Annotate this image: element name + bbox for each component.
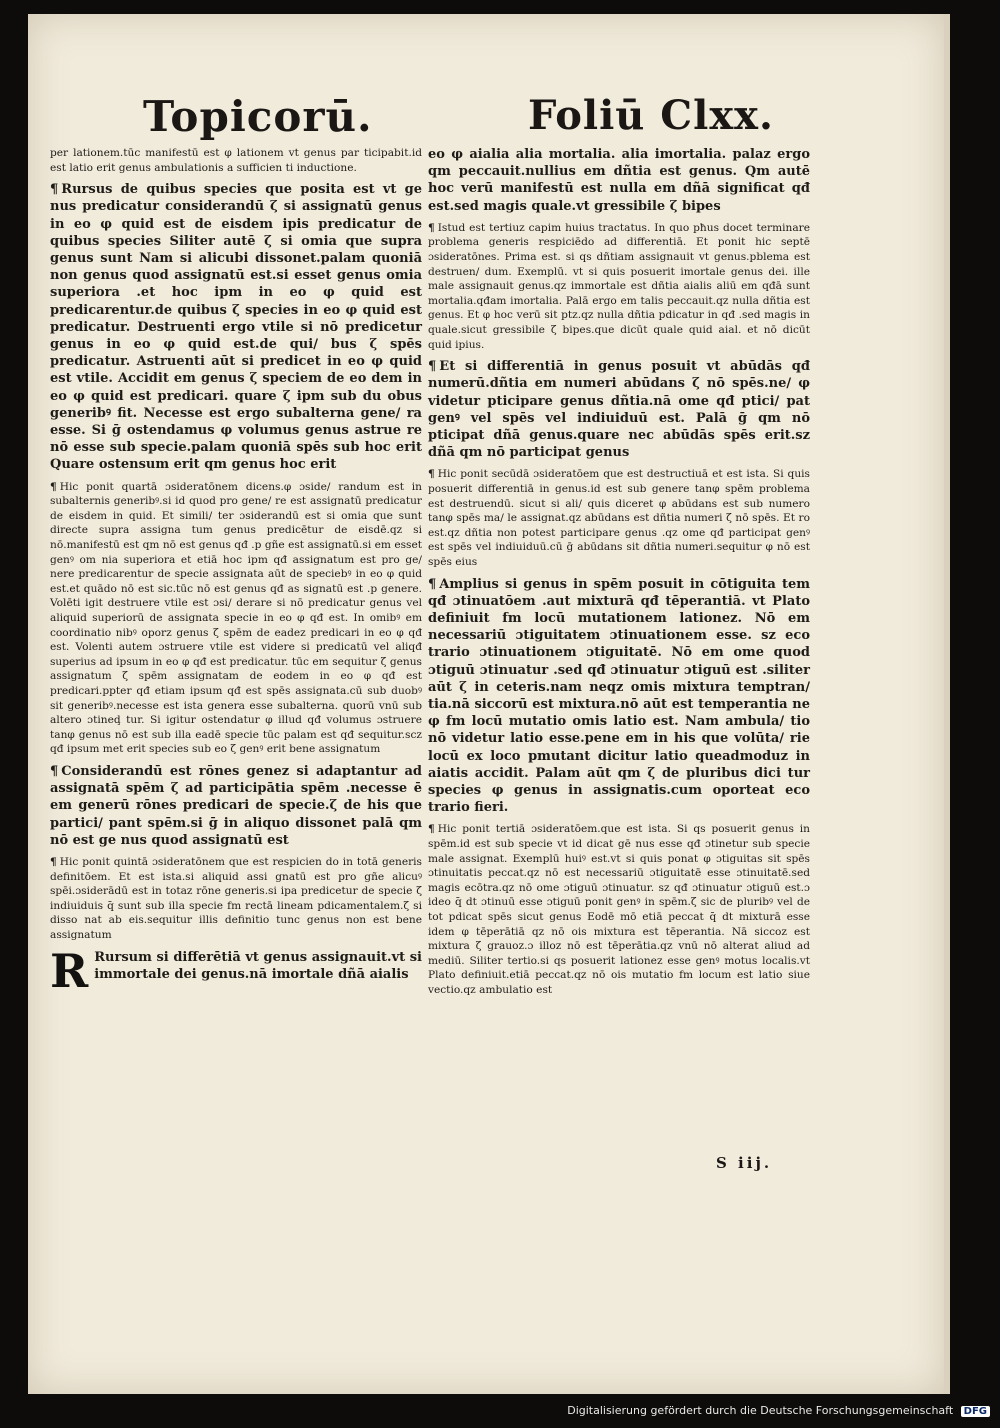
- paragraph: [428, 358, 810, 461]
- paragraph-mark-icon: ¶: [428, 576, 437, 592]
- paragraph-text: Istud est tertiuz capim huius tractatus. In quo pħus docet terminare problema generis respiciēdo ad differentiā. Et ponit hic septē ɔsideratōnes. Prima est. si qs dñtiam assignauit vt genus.pblema est destruen/ dum. Exemplū. vt si quis posuerit imortale genus dei. ille male assignauit genus.qz immortale est dñtia aialis aliū em qđā sunt mortalia.qđam imortalia. Palā ergo em talis peccauit.qz nulla dñtia est genus. Et φ hoc verū sit ptz.qz nulla dñtia pdicatur in qđ .sed magis in quale.sicut gressibile ζ bipes.que dicūt quale quid aial. et nō dicūt quid ipius.: [428, 221, 810, 351]
- paragraph: [428, 221, 810, 352]
- paragraph-text: eo φ aialia alia mortalia. alia imortalia. palaz ergo qm peccauit.nullius em dñtia est genus. Qm autē hoc verū manifestū est nulla em dñā significat qđ est.sed magis quale.vt gressibile ζ bipes: [428, 147, 810, 214]
- paragraph-text: Rursum si differētiā vt genus assignauit.vt si immortale dei genus.nā imortale dñā aialis: [94, 949, 422, 982]
- paragraph-mark-icon: ¶: [428, 468, 435, 481]
- paragraph-mark-icon: ¶: [50, 182, 59, 198]
- paragraph: [428, 146, 810, 215]
- footer-text: Digitalisierung gefördert durch die Deutsche Forschungsgemeinschaft: [567, 1404, 954, 1417]
- paragraph-text: Hic ponit secūdā ɔsideratōem que est destructiuā et est ista. Si quis posuerit differentiā in genus.id est sub genere tanφ spēm problema est destruendū. sicut si ali/ quis diceret φ abūdans est sub numero tanφ spēs ma/ le assignat.qz abūdans est dñtia numeri ζ nō spēs. Et ro est.qz dñtia non potest participare genus .qz ome qđ participat genꝰ est spēs vel indiuiduū.cū ḡ abūdans sit dñtia numeri.sequitur φ nō est spēs eius: [428, 468, 810, 568]
- paragraph-mark-icon: ¶: [428, 359, 437, 375]
- signature-mark: S iij.: [716, 1154, 773, 1172]
- digitization-footer: [567, 1404, 990, 1417]
- header-right-title: Foliū Clxx.: [528, 92, 774, 139]
- paragraph: [50, 181, 422, 473]
- paragraph-text: Hic ponit quintā ɔsideratōnem que est respicien do in totā generis definitōem. Et est ista.si aliquid assi gnatū est pro gñe alicuꝰ spēi.ɔsiderādū est in totaz rōne generis.si ipa predicetur de specie ζ indiuiduis q̄ sunt sub illa specie fm rectā lineam pdicamentalem.ζ si disso nat ab eis.sequitur illis definitio tunc genus non est bene assignatum: [50, 855, 422, 941]
- decorated-initial: R: [50, 943, 89, 998]
- paragraph-text: Considerandū est rōnes genez si adaptantur ad assignatā spēm ζ ad participātia spēm .necesse ē em generū rōnes predicari de specie.ζ de his que partici/ pant spēm.si ḡ in aliquo dissonet palā qm nō est ge nus quod assignatū est: [50, 763, 422, 848]
- paragraph-text: Hic ponit tertiā ɔsideratōem.que est ista. Si qs posuerit genus in spēm.id est sub specie vt id dicat gē nus esse qđ ɔtinetur sub specie male assignat. Exemplū huiꝰ est.vt si quis ponat φ ɔtiguitas sit spēs ɔtinuitatis peccat.qz nō est necessariū ɔtiguitatē esse ɔtinuitatē.sed magis ecōtra.qz nō ome ɔtiguū ɔtinuatur. sz qđ ɔtinuatur ɔtiguū est.ɔ ideo q̄ dt ɔtinuū esse ɔtiguū ponit genꝰ in spēm.ζ sic de pluribꝰ vel de tot pdicat spēs sicut genus Eodē mō etiā peccat q̄ dt mixturā esse idem φ tēperātiā qz nō ois mixtura est tēperantia. Nā siccoz est mixtura ζ grauoz.ɔ illoz nō est tēperātia.qz vnū nō alterat aliud ad mediū. Siliter tertio.si qs posuerit lationez esse genꝰ motus localis.vt Plato definiuit.etiā peccat.qz nō ois mutatio fm locum est latio siue vectio.qz ambulatio est: [428, 823, 810, 996]
- right-text-column: [428, 146, 810, 1004]
- dfg-logo: DFG: [961, 1406, 990, 1417]
- page-edge: [944, 14, 950, 1394]
- paragraph-text: Amplius si genus in spēm posuit in cōtiguita tem qđ ɔtinuatōem .aut mixturā qđ tēperantiā. vt Plato definiuit fm locū mutationem lationez. Nō em necessariū ɔtiguitatem ɔtinuationem esse. sz eco trario ɔtinuationem ɔtiguitatē. Nō em ome quod ɔtiguū ɔtinuatur .sed qđ ɔtinuatur ɔtiguū est .siliter aūt ζ in ceteris.nam neqz omis mixtura temptran/ tia.nā siccorū est mixtura.nō aūt est temperantia ne φ fm locū mutatio omis latio est. Nam ambula/ tio nō videtur latio esse.pene em in his que volūta/ rie locū ex loco pmutant dicitur latio queadmoduz in aiatis accidit. Palam aūt qm ζ de pluribus dici tur species φ genus in assignatis.cum oporteat eco trario fieri.: [428, 576, 810, 816]
- paragraph-text: per lationem.tūc manifestū est φ lationem vt genus par ticipabit.id est latio erit genus ambulationis a sufficien ti inductione.: [50, 147, 422, 174]
- paragraph: [50, 943, 422, 998]
- paragraph-mark-icon: ¶: [50, 855, 57, 868]
- paragraph: [428, 467, 810, 569]
- book-page: [28, 14, 944, 1394]
- paragraph: [50, 146, 422, 175]
- paragraph-mark-icon: ¶: [50, 480, 57, 493]
- header-left-title: Topicorū.: [143, 92, 373, 141]
- paragraph-mark-icon: ¶: [428, 221, 435, 234]
- running-header: [28, 92, 944, 152]
- paragraph-text: Rursus de quibus species que posita est vt ge nus predicatur considerandū ζ si assignatū genus in eo φ quid est de eisdem ipis predicatur de quibus species Siliter autē ζ si omia que supra genus sunt Nam si alicubi dissonet.palam quoniā non genus quod assignatū est.si esset genus omia superiora .et hoc ipm in eo φ quid est predicarentur.de quibus ζ species in eo φ quid est predicatur. Destruenti ergo vtile si nō predicetur genus in eo φ quid est.de qui/ bus ζ spēs predicatur. Astruenti aūt si predicet in eo φ quid est vtile. Accidit em genus ζ speciem de eo dem in eo φ quid est predicari. quare ζ ipm sub du obus generibꝰ fit. Necesse est ergo subalterna gene/ ra esse. Si ḡ ostendamus φ volumus genus astrue re nō esse sub specie.palam quoniā spēs sub hoc erit Quare ostensum erit qm genus hoc erit: [50, 182, 422, 473]
- paragraph: [428, 822, 810, 997]
- paragraph-mark-icon: ¶: [428, 823, 435, 836]
- left-text-column: [50, 146, 422, 998]
- paragraph: [50, 480, 422, 757]
- paragraph-text: Hic ponit quartā ɔsideratōnem dicens.φ ɔside/ randum est in subalternis generibꝰ.si id quod pro gene/ re est assignatū predicatur de eisdem in quid. Et simili/ ter ɔsiderandū est si omia que sunt directe supra assigna tum genus predicētur de eisdē.qz si nō.manifestū est qm nō est genus qđ .p gñe est assignatū.si em esset genꝰ om nia superiora et etiā hoc ipm qđ assignatum est pro ge/ nere predicarentur de specie assignata aūt de speciebꝰ in eo φ quid est.et quādo nō est sic.tūc nō est genus qđ as signatū est .p genere. Volēti igit destruere vtile est ɔsi/ derare si nō predicatur genus vel aliquid superiorū de assignata specie in eo φ qđ est. In omibꝰ em coordinatio nibꝰ oporz genus ζ spēm de eadez predicari in eo φ qđ est. Volenti autem ɔstruere vtile est videre si predicatū vel aliqđ superius ad ipsum in eo φ qđ est predicatur. tūc em sequitur ζ genus assignatum ζ spēm assignatam de eodem in eo φ qđ est predicari.ppter qđ etiam ipsum qđ est spēs assignata.cū sub duobꝰ sit generibꝰ.necesse est ista genera esse subalterna. quorū vnū sub altero ɔtineḑ tur. Si igitur ostendatur φ illud qđ volumus ɔstruere tanφ genus nō est sub illa eadē specie tūc palam est qđ sequitur.scz qđ ipsum met erit species sub eo ζ genꝰ erit bene assignatum: [50, 480, 422, 756]
- paragraph-text: Et si differentiā in genus posuit vt abūdās qđ numerū.dñtia em numeri abūdans ζ nō spēs.ne/ φ videtur pticipare genus dñtia.nā ome qđ ptici/ pat genꝰ vel spēs vel indiuiduū est. Palā ḡ qm nō pticipat dñā genus.quare nec abūdās spēs erit.sz dñā qm nō participat genus: [428, 359, 810, 461]
- paragraph: [50, 763, 422, 849]
- paragraph: [428, 576, 810, 817]
- paragraph: [50, 855, 422, 943]
- paragraph-mark-icon: ¶: [50, 763, 59, 779]
